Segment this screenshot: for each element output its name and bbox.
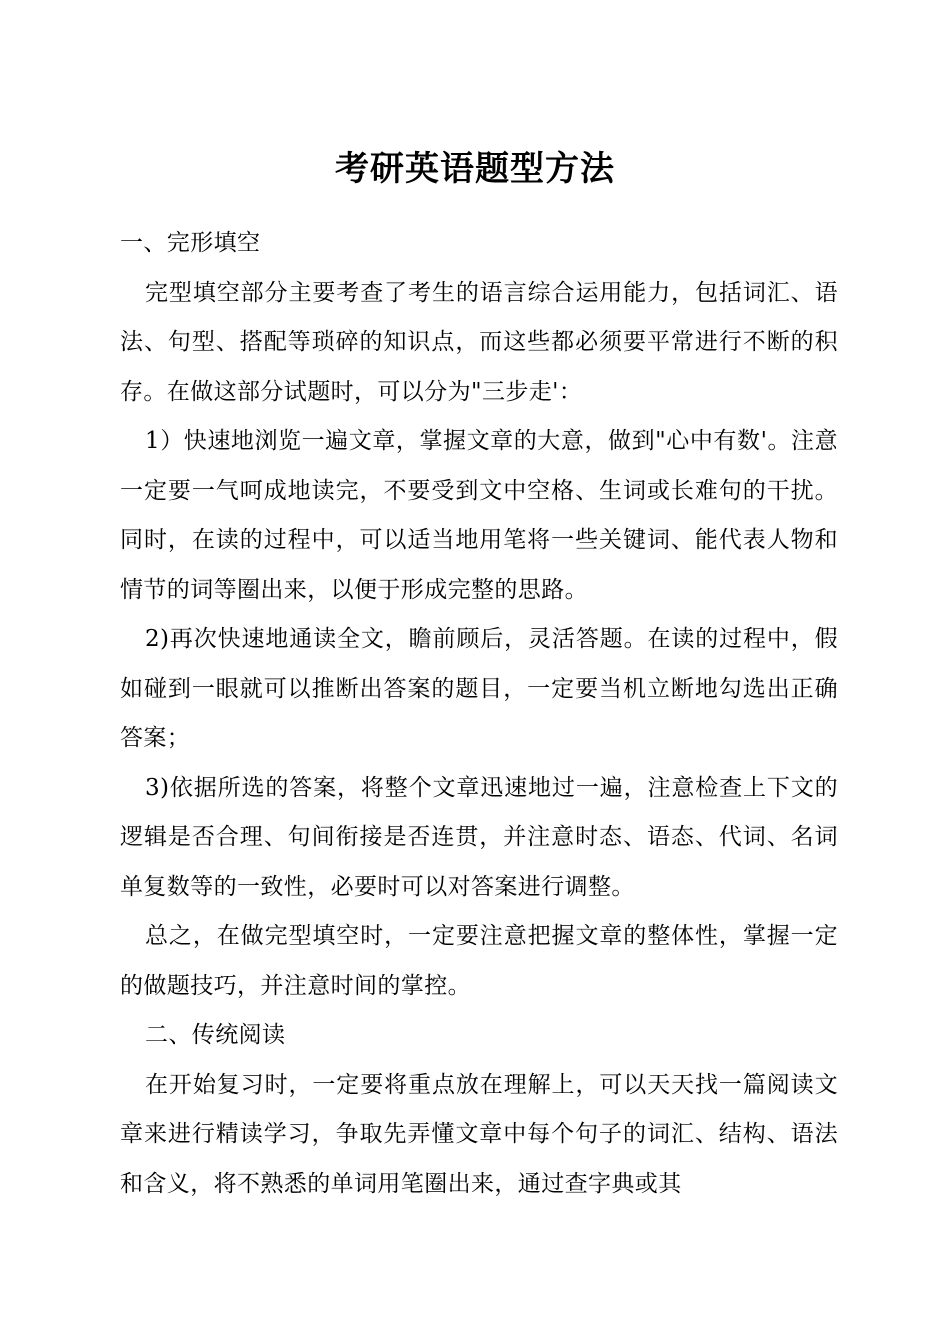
paragraph-cloze-summary: 总之，在做完型填空时，一定要注意把握文章的整体性，掌握一定的做题技巧，并注意时间的掌控。 [120, 923, 838, 999]
paragraph-cloze-intro: 完型填空部分主要考查了考生的语言综合运用能力，包括词汇、语法、句型、搭配等琐碎的知识点，而这些都必须要平常进行不断的积存。在做这部分试题时，可以分为"三步走'： [120, 279, 838, 405]
document-body [120, 219, 838, 1209]
document-title: 考研英语题型方法 [335, 149, 615, 189]
paragraph-cloze-step2: 2)再次快速地通读全文，瞻前顾后，灵活答题。在读的过程中，假如碰到一眼就可以推断出答案的题目，一定要当机立断地勾选出正确答案； [120, 626, 838, 751]
paragraph-cloze-step3: 3)依据所选的答案，将整个文章迅速地过一遍，注意检查上下文的逻辑是否合理、句间衔接是否连贯，并注意时态、语态、代词、名词单复数等的一致性，必要时可以对答案进行调整。 [120, 774, 838, 900]
section-heading-reading: 二、传统阅读 [145, 1022, 286, 1048]
paragraph-reading-1: 在开始复习时，一定要将重点放在理解上，可以天天找一篇阅读文章来进行精读学习，争取先弄懂文章中每个句子的词汇、结构、语法和含义，将不熟悉的单词用笔圈出来，通过查字典或其 [120, 1071, 838, 1197]
paragraph-cloze-step1: 1）快速地浏览一遍文章，掌握文章的大意，做到"心中有数'。注意一定要一气呵成地读完，不要受到文中空格、生词或长难句的干扰。同时，在读的过程中，可以适当地用笔将一些关键词、能代表人物和情节的词等圈出来，以便于形成完整的思路。 [120, 428, 838, 603]
section-heading-cloze: 一、完形填空 [120, 230, 261, 256]
